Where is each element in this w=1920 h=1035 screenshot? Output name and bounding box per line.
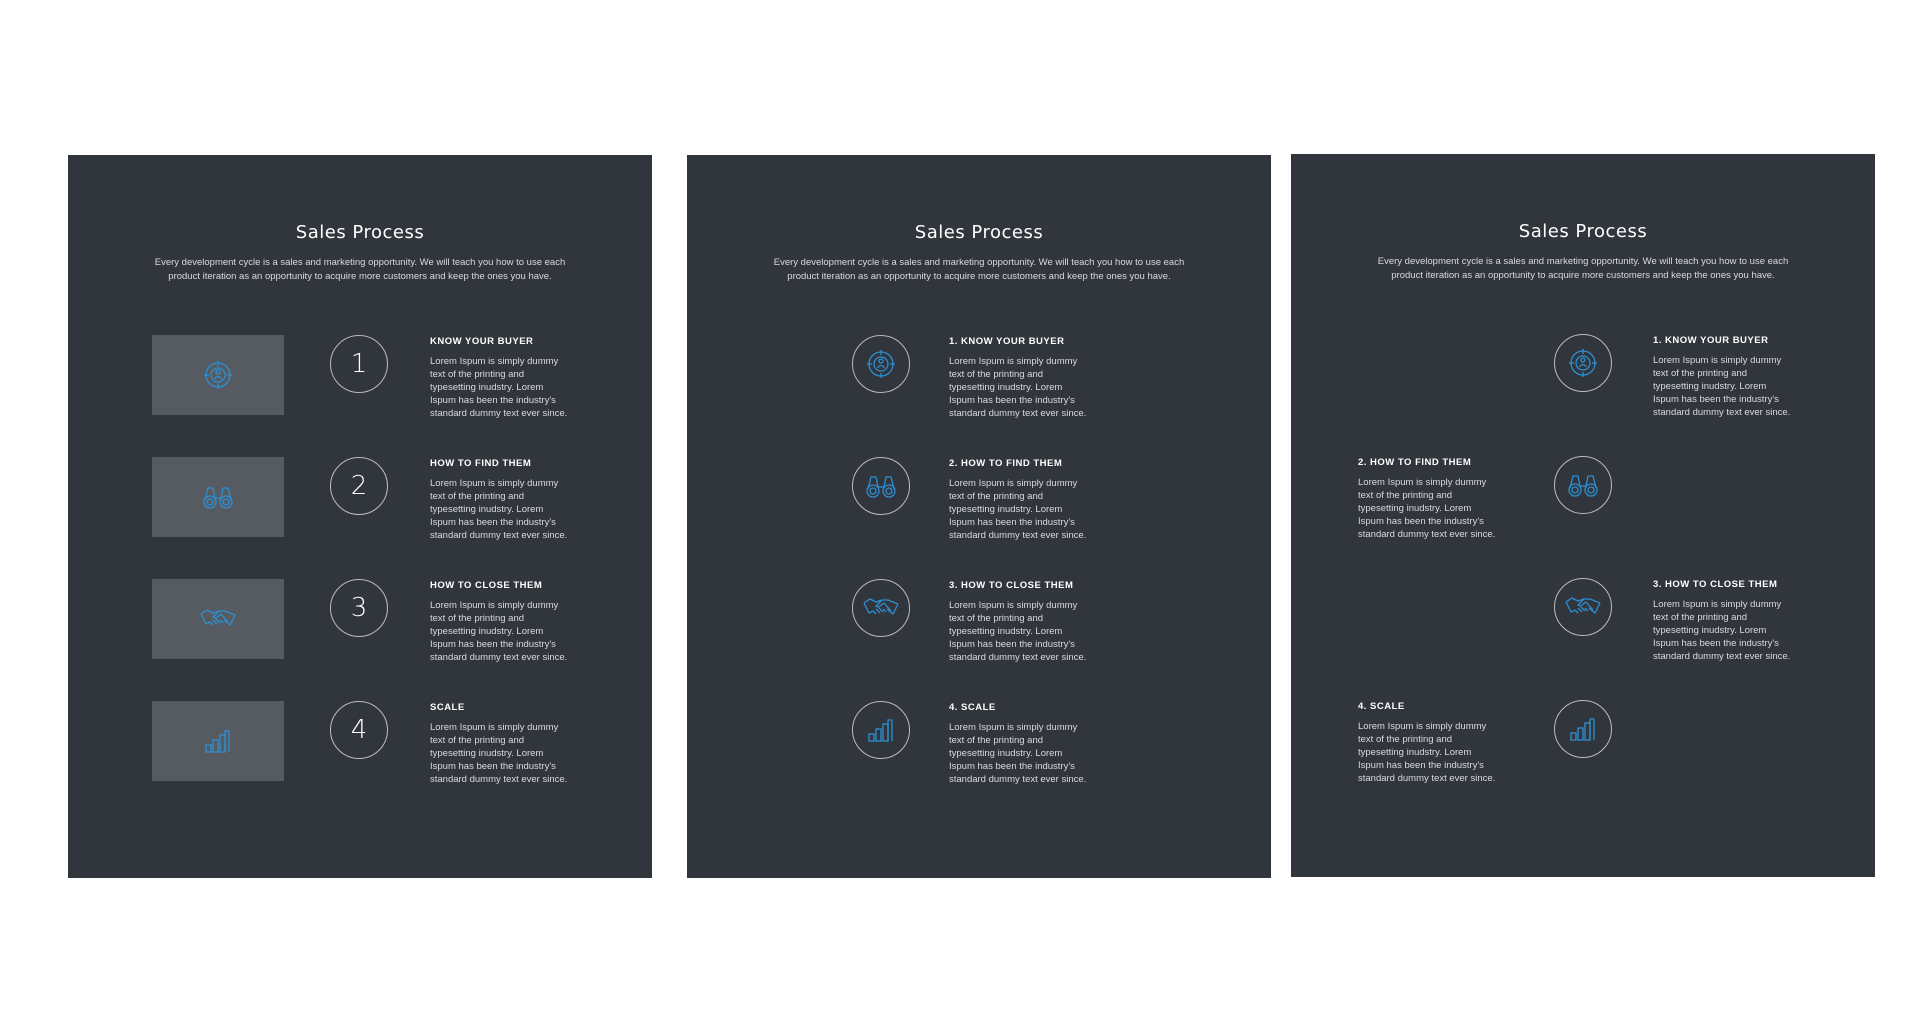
step-icon-circle <box>1554 456 1612 514</box>
step-number: 2 <box>350 471 368 501</box>
slide-panel-zigzag <box>1291 154 1875 877</box>
step-body: Lorem Ispum is simply dummy text of the printing and typesetting inudstry. Lorem Ispum has been the industry's standard dummy text ever since. <box>430 478 568 541</box>
step-body: Lorem Ispum is simply dummy text of the printing and typesetting inudstry. Lorem Ispum has been the industry's standard dummy text ever since. <box>1358 477 1496 540</box>
step-text <box>1653 335 1813 419</box>
step-number: 4 <box>350 715 368 745</box>
step-heading: 2. HOW TO FIND THEM <box>1358 457 1472 468</box>
step-image-placeholder <box>152 457 284 537</box>
step-text <box>1358 457 1518 541</box>
step-heading: SCALE <box>430 702 465 713</box>
step-image-placeholder <box>152 701 284 781</box>
step-number-circle <box>330 335 388 393</box>
step-body: Lorem Ispum is simply dummy text of the printing and typesetting inudstry. Lorem Ispum has been the industry's standard dummy text ever since. <box>1653 355 1791 418</box>
step-icon-circle <box>852 457 910 515</box>
step-text <box>430 580 590 664</box>
step-body: Lorem Ispum is simply dummy text of the printing and typesetting inudstry. Lorem Ispum has been the industry's standard dummy text ever since. <box>1358 721 1496 784</box>
target-icon <box>203 360 233 390</box>
step-heading: 2. HOW TO FIND THEM <box>949 458 1063 469</box>
step-text <box>949 336 1109 420</box>
binoculars-icon <box>1567 471 1599 499</box>
binoculars-icon <box>202 483 234 511</box>
step-icon-circle <box>1554 578 1612 636</box>
step-body: Lorem Ispum is simply dummy text of the printing and typesetting inudstry. Lorem Ispum has been the industry's standard dummy text ever since. <box>430 356 568 419</box>
step-body: Lorem Ispum is simply dummy text of the printing and typesetting inudstry. Lorem Ispum has been the industry's standard dummy text ever since. <box>430 722 568 785</box>
step-image-placeholder <box>152 579 284 659</box>
target-icon <box>1568 348 1598 378</box>
step-text <box>949 702 1109 786</box>
step-body: Lorem Ispum is simply dummy text of the printing and typesetting inudstry. Lorem Ispum has been the industry's standard dummy text ever since. <box>430 600 568 663</box>
panel-title: Sales Process <box>295 222 425 243</box>
step-body: Lorem Ispum is simply dummy text of the printing and typesetting inudstry. Lorem Ispum has been the industry's standard dummy text ever since. <box>949 356 1087 419</box>
handshake-icon <box>1565 594 1601 620</box>
step-icon-circle <box>1554 334 1612 392</box>
step-image-placeholder <box>152 335 284 415</box>
step-body: Lorem Ispum is simply dummy text of the printing and typesetting inudstry. Lorem Ispum has been the industry's standard dummy text ever since. <box>1653 599 1791 662</box>
bar-chart-icon <box>1569 716 1597 742</box>
slide-panel-numbered <box>68 155 652 878</box>
panel-title: Sales Process <box>1518 221 1648 242</box>
step-heading: KNOW YOUR BUYER <box>430 336 534 347</box>
step-icon-circle <box>852 579 910 637</box>
step-number: 3 <box>350 593 368 623</box>
target-icon <box>866 349 896 379</box>
panel-intro: Every development cycle is a sales and marketing opportunity. We will teach you how to use each product iteration as an opportunity to acquire more customers and keep the ones you have. <box>773 257 1185 282</box>
step-number-circle <box>330 701 388 759</box>
step-body: Lorem Ispum is simply dummy text of the printing and typesetting inudstry. Lorem Ispum has been the industry's standard dummy text ever since. <box>949 722 1087 785</box>
step-heading: HOW TO CLOSE THEM <box>430 580 543 591</box>
step-number-circle <box>330 457 388 515</box>
step-heading: 4. SCALE <box>1358 701 1405 712</box>
handshake-icon <box>200 606 236 632</box>
step-heading: 1. KNOW YOUR BUYER <box>1653 335 1769 346</box>
bar-chart-icon <box>204 728 232 754</box>
panel-title: Sales Process <box>914 222 1044 243</box>
step-icon-circle <box>852 701 910 759</box>
step-heading: 4. SCALE <box>949 702 996 713</box>
handshake-icon <box>863 595 899 621</box>
step-text <box>1358 701 1518 785</box>
step-heading: HOW TO FIND THEM <box>430 458 532 469</box>
step-number: 1 <box>350 349 368 379</box>
binoculars-icon <box>865 472 897 500</box>
slide-panel-timeline <box>687 155 1271 878</box>
step-text <box>430 336 590 420</box>
step-heading: 1. KNOW YOUR BUYER <box>949 336 1065 347</box>
step-icon-circle <box>1554 700 1612 758</box>
step-text <box>430 702 590 786</box>
step-icon-circle <box>852 335 910 393</box>
step-heading: 3. HOW TO CLOSE THEM <box>949 580 1074 591</box>
step-body: Lorem Ispum is simply dummy text of the printing and typesetting inudstry. Lorem Ispum has been the industry's standard dummy text ever since. <box>949 478 1087 541</box>
step-number-circle <box>330 579 388 637</box>
step-text <box>1653 579 1813 663</box>
step-body: Lorem Ispum is simply dummy text of the printing and typesetting inudstry. Lorem Ispum has been the industry's standard dummy text ever since. <box>949 600 1087 663</box>
step-heading: 3. HOW TO CLOSE THEM <box>1653 579 1778 590</box>
bar-chart-icon <box>867 717 895 743</box>
panel-intro: Every development cycle is a sales and marketing opportunity. We will teach you how to use each product iteration as an opportunity to acquire more customers and keep the ones you have. <box>154 257 566 282</box>
step-text <box>949 458 1109 542</box>
step-text <box>949 580 1109 664</box>
step-text <box>430 458 590 542</box>
panel-intro: Every development cycle is a sales and marketing opportunity. We will teach you how to use each product iteration as an opportunity to acquire more customers and keep the ones you have. <box>1377 256 1789 281</box>
